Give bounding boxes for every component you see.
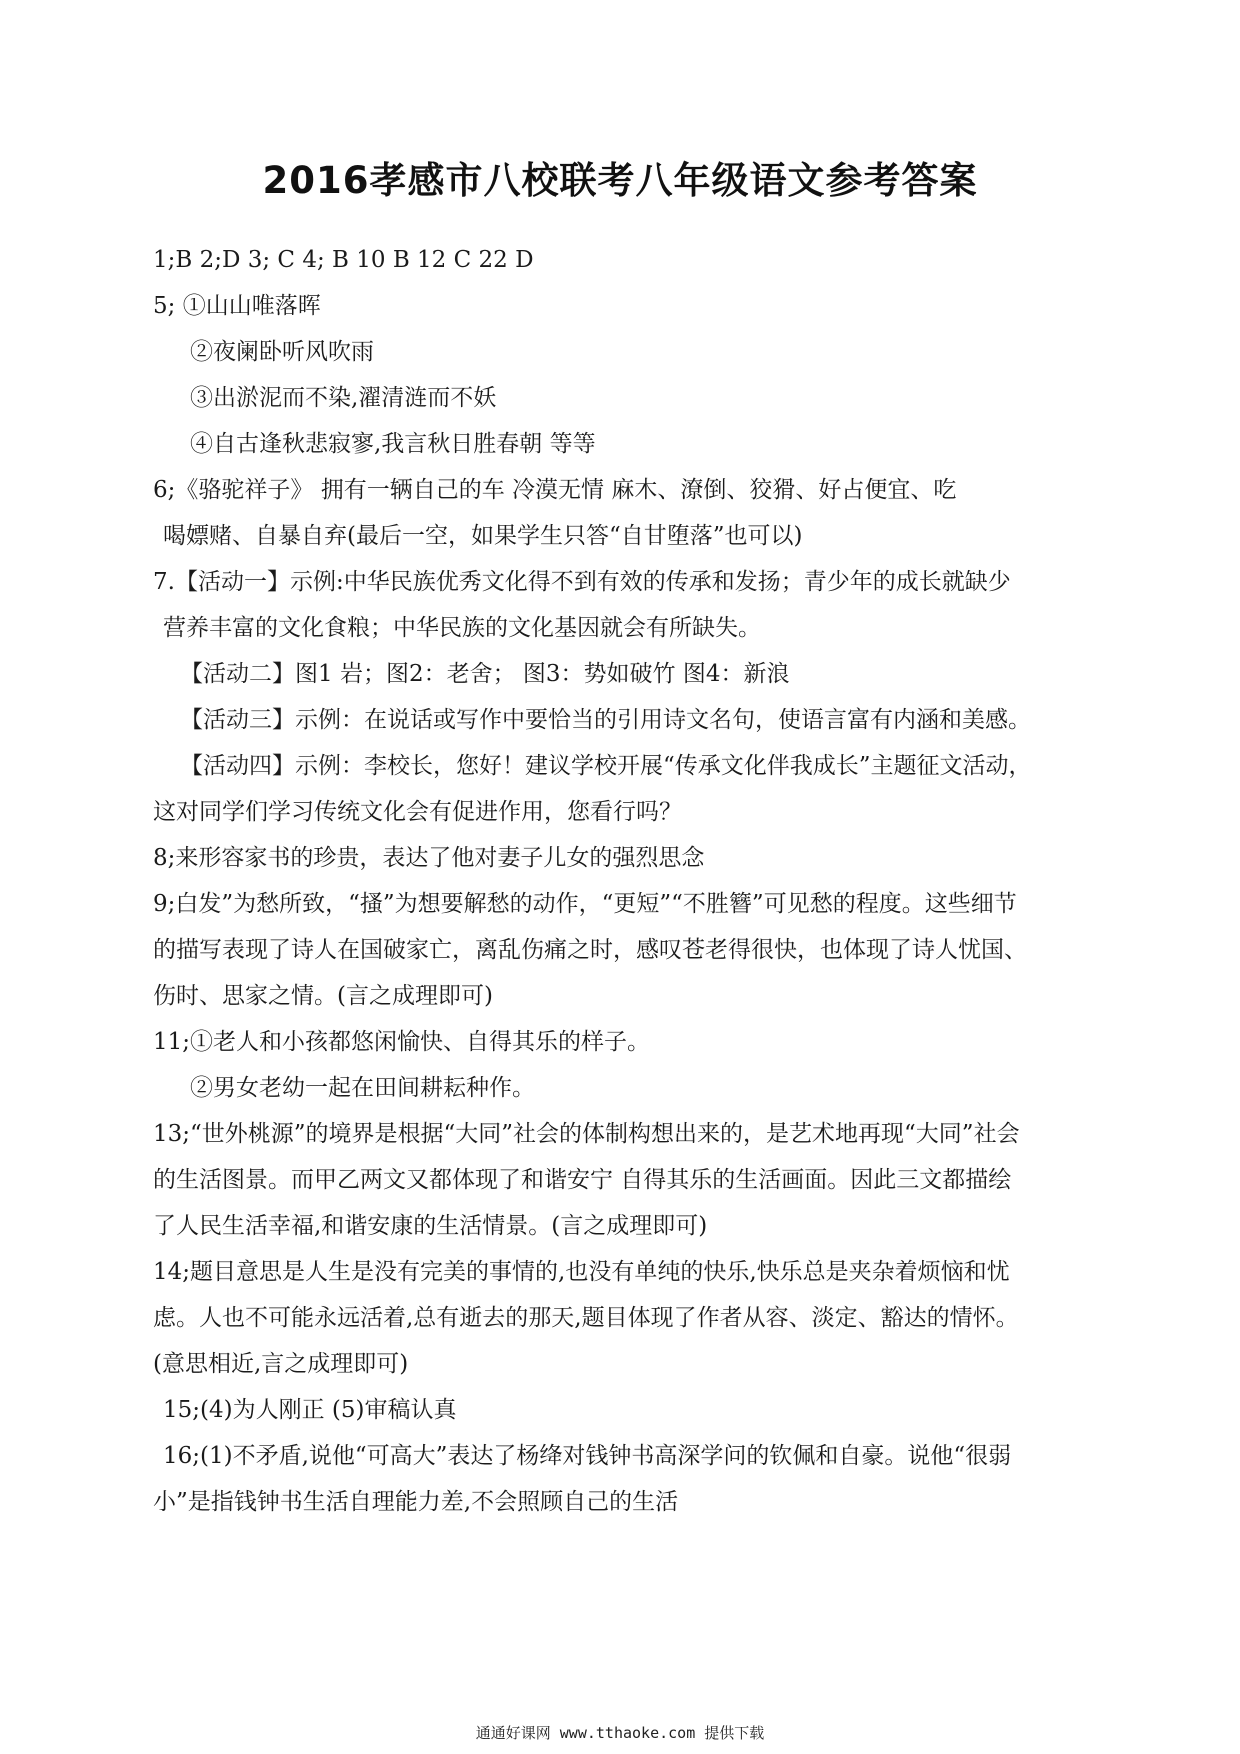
answer-line-15: 15;(4)为人刚正 (5)审稿认真: [163, 1397, 457, 1423]
answer-line-11-2: ②男女老幼一起在田间耕耘种作。: [190, 1075, 535, 1101]
answer-line-13-cont2: 了人民生活幸福,和谐安康的生活情景。(言之成理即可): [153, 1213, 708, 1239]
answer-line-5-4: ④自古逢秋悲寂寥,我言秋日胜春朝 等等: [190, 431, 596, 457]
answer-line-6: 6;《骆驼祥子》 拥有一辆自己的车 冷漠无情 麻木、潦倒、狡猾、好占便宜、吃: [153, 477, 957, 503]
answer-line-11: 11;①老人和小孩都悠闲愉快、自得其乐的样子。: [153, 1029, 651, 1055]
answer-line-13-cont1: 的生活图景。而甲乙两文又都体现了和谐安宁 自得其乐的生活画面。因此三文都描绘: [153, 1167, 1012, 1193]
answer-line-5: 5; ①山山唯落晖: [153, 293, 321, 319]
answer-line-7-activity3: 【活动三】示例：在说话或写作中要恰当的引用诗文名句，使语言富有内涵和美感。: [180, 707, 1031, 733]
answer-line-8: 8;来形容家书的珍贵，表达了他对妻子儿女的强烈思念: [153, 845, 705, 871]
answer-line-14: 14;题目意思是人生是没有完美的事情的,也没有单纯的快乐,快乐总是夹杂着烦恼和忧: [153, 1259, 1010, 1285]
answer-line-9: 9;白发”为愁所致，“搔”为想要解愁的动作，“更短”“不胜簪”可见愁的程度。这些细节: [153, 891, 1017, 917]
answer-line-7-activity4: 【活动四】示例：李校长，您好！建议学校开展“传承文化伴我成长”主题征文活动，: [180, 753, 1032, 779]
answer-line-14-cont1: 虑。人也不可能永远活着,总有逝去的那天,题目体现了作者从容、淡定、豁达的情怀。: [153, 1305, 1019, 1331]
answer-line-5-3: ③出淤泥而不染,濯清涟而不妖: [190, 385, 497, 411]
answer-line-7: 7.【活动一】示例:中华民族优秀文化得不到有效的传承和发扬；青少年的成长就缺少: [153, 569, 1011, 595]
answer-line-mcq: 1;B 2;D 3; C 4; B 10 B 12 C 22 D: [153, 247, 534, 273]
answer-line-16-cont: 小”是指钱钟书生活自理能力差,不会照顾自己的生活: [153, 1489, 679, 1515]
answer-line-14-cont2: (意思相近,言之成理即可): [153, 1351, 409, 1377]
footer-source: 通通好课网 www.tthaoke.com 提供下载: [475, 1724, 765, 1742]
answer-line-7-activity4-cont: 这对同学们学习传统文化会有促进作用，您看行吗？: [153, 799, 682, 825]
answer-line-6-cont: 喝嫖赌、自暴自弃(最后一空，如果学生只答“自甘堕落”也可以): [163, 523, 803, 549]
answer-line-13: 13;“世外桃源”的境界是根据“大同”社会的体制构想出来的，是艺术地再现“大同”社会: [153, 1121, 1020, 1147]
answer-line-7-cont: 营养丰富的文化食粮；中华民族的文化基因就会有所缺失。: [163, 615, 761, 641]
answer-line-9-cont2: 伤时、思家之情。(言之成理即可): [153, 983, 493, 1009]
answer-line-5-2: ②夜阑卧听风吹雨: [190, 339, 374, 365]
answer-line-16: 16;(1)不矛盾,说他“可高大”表达了杨绛对钱钟书高深学问的钦佩和自豪。说他“很弱: [163, 1443, 1012, 1469]
answer-line-7-activity2: 【活动二】图1 岩；图2：老舍； 图3：势如破竹 图4：新浪: [180, 661, 790, 687]
answer-line-9-cont1: 的描写表现了诗人在国破家亡，离乱伤痛之时，感叹苍老得很快，也体现了诗人忧国、: [153, 937, 1027, 963]
page-title: 2016孝感市八校联考八年级语文参考答案: [262, 159, 978, 202]
